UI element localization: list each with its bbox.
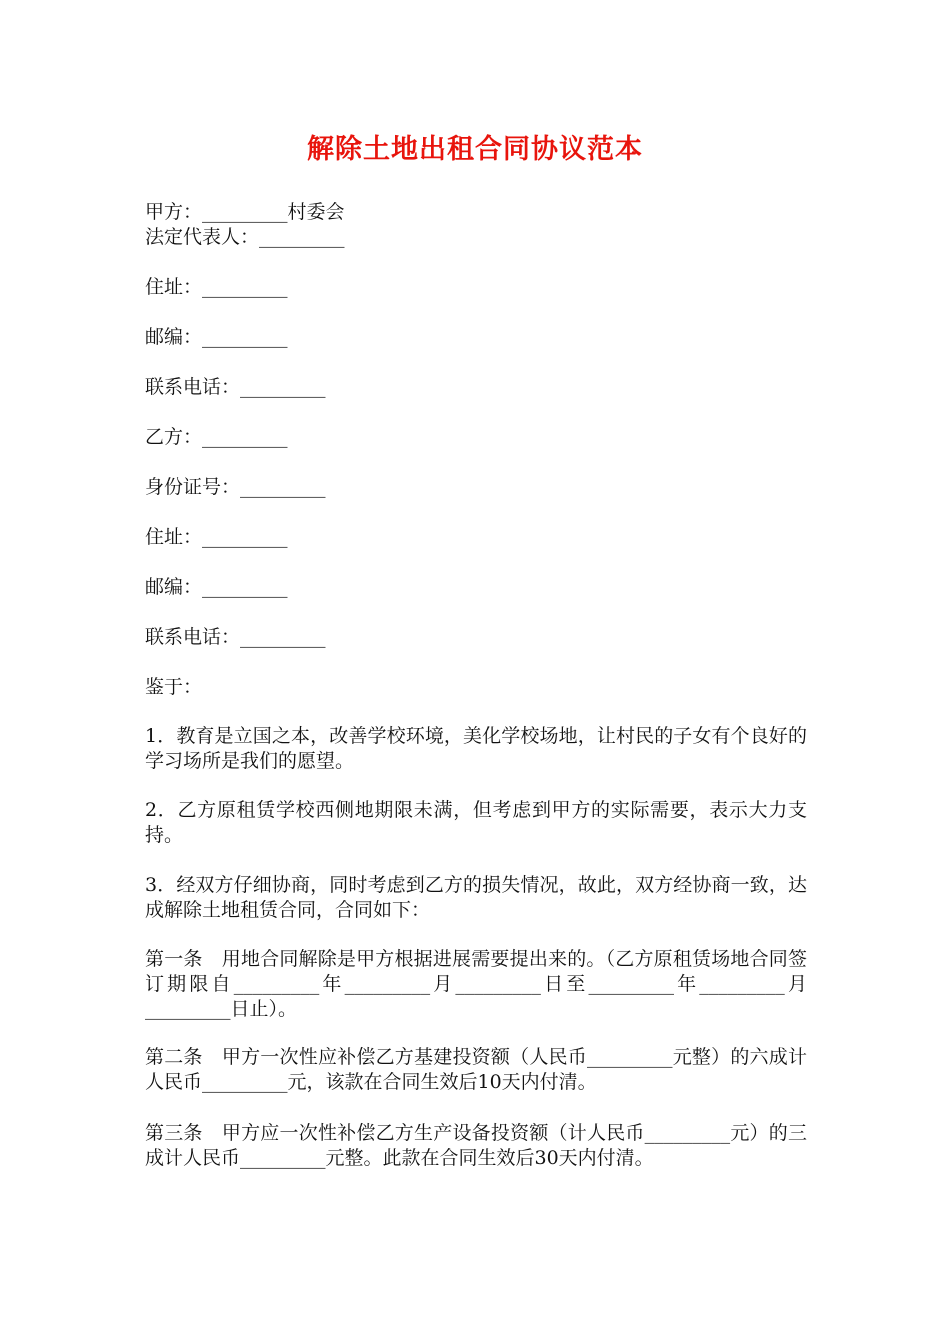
party-b-postcode-line: 邮编：_________ xyxy=(145,576,288,598)
party-a-address-line: 住址：_________ xyxy=(145,276,288,298)
article-2: 第二条 甲方一次性应补偿乙方基建投资额（人民币_________元整）的六成计人民币_________元，该款在合同生效后10天内付清。 xyxy=(145,1046,807,1093)
article-3: 第三条 甲方应一次性补偿乙方生产设备投资额（计人民币_________元）的三成计人民币_________元整。此款在合同生效后30天内付清。 xyxy=(145,1122,807,1169)
whereas-clause-1: 1．教育是立国之本，改善学校环境，美化学校场地，让村民的子女有个良好的学习场所是我们的愿望。 xyxy=(145,725,807,772)
party-b-address-line: 住址：_________ xyxy=(145,526,288,548)
party-a-postcode-line: 邮编：_________ xyxy=(145,326,288,348)
party-b-phone-line: 联系电话：_________ xyxy=(145,626,326,648)
whereas-clause-3: 3．经双方仔细协商，同时考虑到乙方的损失情况，故此，双方经协商一致，达成解除土地租赁合同，合同如下： xyxy=(145,874,807,921)
party-b-line: 乙方：_________ xyxy=(145,426,288,448)
party-a-representative-line: 法定代表人：_________ xyxy=(145,226,345,248)
whereas-clause-2: 2．乙方原租赁学校西侧地期限未满，但考虑到甲方的实际需要，表示大力支持。 xyxy=(145,799,807,846)
whereas-heading: 鉴于： xyxy=(145,676,203,698)
document-title: 解除土地出租合同协议范本 xyxy=(307,134,643,165)
party-b-id-line: 身份证号：_________ xyxy=(145,476,326,498)
party-a-line: 甲方：_________村委会 xyxy=(145,201,345,223)
article-1: 第一条 用地合同解除是甲方根据进展需要提出来的。（乙方原租赁场地合同签订期限自_________年_________月_________日至_________年_________月_________日止）。 xyxy=(145,948,807,1020)
party-a-phone-line: 联系电话：_________ xyxy=(145,376,326,398)
